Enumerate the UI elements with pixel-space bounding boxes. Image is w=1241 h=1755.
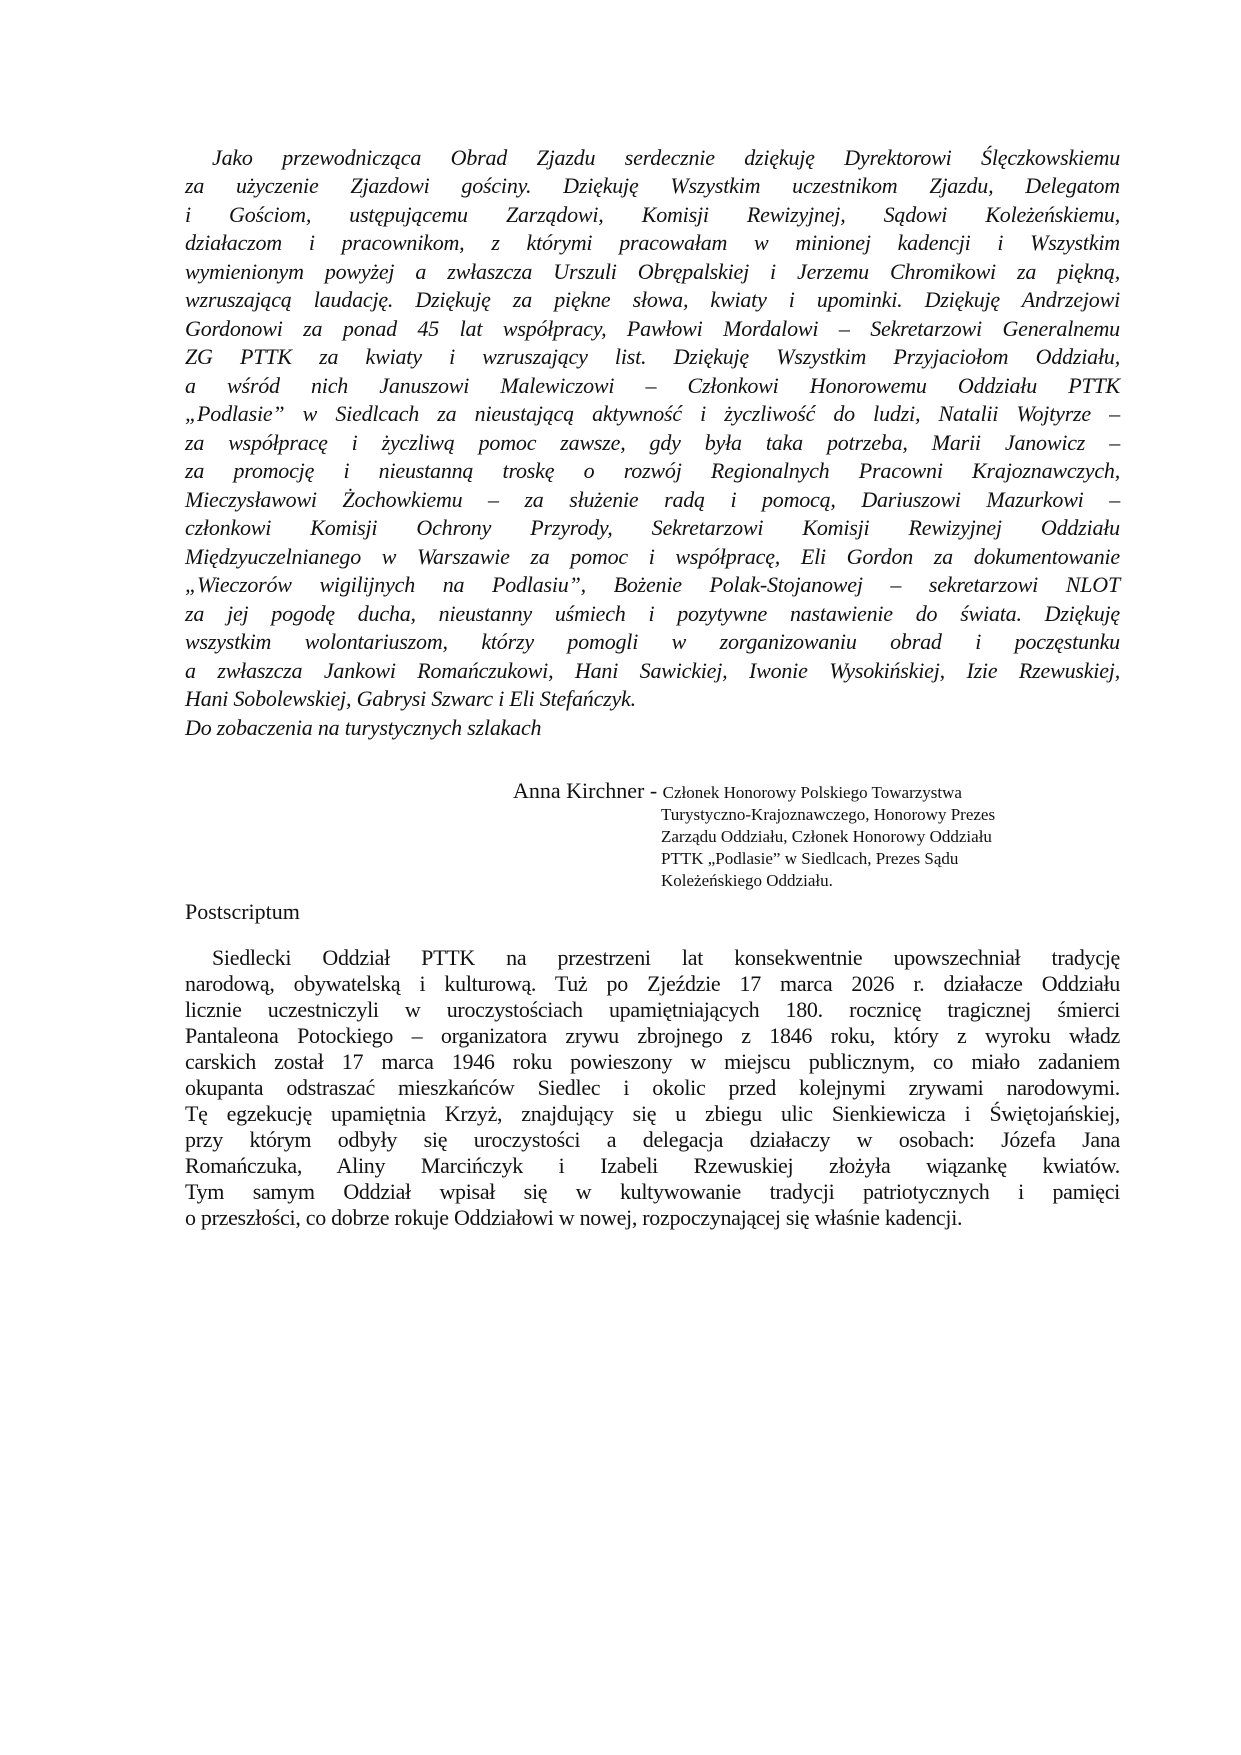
paragraph-line: a wśród nich Januszowi Malewiczowi – Członkowi Honorowemu Oddziału PTTK (185, 373, 1120, 398)
paragraph-line: o przeszłości, co dobrze rokuje Oddziałowi w nowej, rozpoczynającej się właśnie kadencji. (185, 1205, 963, 1230)
paragraph-line: za współpracę i życzliwą pomoc zawsze, gdy była taka potrzeba, Marii Janowicz – (185, 430, 1120, 455)
paragraph-line: Siedlecki Oddział PTTK na przestrzeni lat konsekwentnie upowszechniał tradycję (212, 945, 1120, 970)
signature (513, 778, 962, 804)
paragraph-line: a zwłaszcza Jankowi Romańczukowi, Hani Sawickiej, Iwonie Wysokińskiej, Izie Rzewuskiej, (185, 658, 1120, 683)
paragraph-line: Pantaleona Potockiego – organizatora zrywu zbrojnego z 1846 roku, który z wyroku władz (185, 1023, 1120, 1048)
signature-name: Anna Kirchner - (513, 778, 663, 803)
paragraph-line: Tym samym Oddział wpisał się w kultywowanie tradycji patriotycznych i pamięci (185, 1179, 1120, 1204)
paragraph-line: narodową, obywatelską i kulturową. Tuż po Zjeździe 17 marca 2026 r. działacze Oddziału (185, 971, 1120, 996)
signature-title-line: Turystyczno-Krajoznawczego, Honorowy Prezes (661, 805, 996, 824)
paragraph-line: przy którym odbyły się uroczystości a delegacja działaczy w osobach: Józefa Jana (185, 1127, 1120, 1152)
postscript-heading: Postscriptum (185, 899, 300, 924)
paragraph-line: okupanta odstraszać mieszkańców Siedlec i okolic przed kolejnymi zrywami narodowymi. (185, 1075, 1120, 1100)
paragraph-line: Gordonowi za ponad 45 lat współpracy, Pawłowi Mordalowi – Sekretarzowi Generalnemu (185, 316, 1120, 341)
farewell-line: Do zobaczenia na turystycznych szlakach (185, 715, 542, 740)
paragraph-line: za promocję i nieustanną troskę o rozwój Regionalnych Pracowni Krajoznawczych, (185, 458, 1120, 483)
paragraph-line: wymienionym powyżej a zwłaszcza Urszuli Obrępalskiej i Jerzemu Chromikowi za piękną, (185, 259, 1120, 284)
signature-title-line: Koleżeńskiego Oddziału. (661, 871, 833, 890)
paragraph-line: Jako przewodnicząca Obrad Zjazdu serdecznie dziękuję Dyrektorowi Ślęczkowskiemu (212, 145, 1120, 170)
paragraph-line: Tę egzekucję upamiętnia Krzyż, znajdujący się u zbiegu ulic Sienkiewicza i Świętojańskiej, (185, 1101, 1120, 1126)
paragraph-line: „Podlasie” w Siedlcach za nieustającą aktywność i życzliwość do ludzi, Natalii Wojtyrze – (185, 401, 1120, 426)
paragraph-line: „Wieczorów wigilijnych na Podlasiu”, Bożenie Polak-Stojanowej – sekretarzowi NLOT (185, 572, 1120, 597)
signature-title-line: Członek Honorowy Polskiego Towarzystwa (662, 783, 962, 802)
paragraph-line: Romańczuka, Aliny Marcińczyk i Izabeli Rzewuskiej złożyła wiązankę kwiatów. (185, 1153, 1120, 1178)
paragraph-line: Hani Sobolewskiej, Gabrysi Szwarc i Eli Stefańczyk. (185, 686, 636, 711)
signature-title-line: Zarządu Oddziału, Członek Honorowy Oddziału (661, 827, 992, 846)
paragraph-line: wszystkim wolontariuszom, którzy pomogli w zorganizowaniu obrad i poczęstunku (185, 629, 1120, 654)
paragraph-line: członkowi Komisji Ochrony Przyrody, Sekretarzowi Komisji Rewizyjnej Oddziału (185, 515, 1120, 540)
paragraph-line: licznie uczestniczyli w uroczystościach upamiętniających 180. rocznicę tragicznej śmierci (185, 997, 1120, 1022)
paragraph-line: działaczom i pracownikom, z którymi pracowałam w minionej kadencji i Wszystkim (185, 230, 1120, 255)
paragraph-line: wzruszającą laudację. Dziękuję za piękne słowa, kwiaty i upominki. Dziękuję Andrzejowi (185, 287, 1120, 312)
paragraph-line: Międzyuczelnianego w Warszawie za pomoc i współpracę, Eli Gordon za dokumentowanie (185, 544, 1120, 569)
paragraph-line: ZG PTTK za kwiaty i wzruszający list. Dziękuję Wszystkim Przyjaciołom Oddziału, (185, 344, 1120, 369)
paragraph-line: za jej pogodę ducha, nieustanny uśmiech i pozytywne nastawienie do świata. Dziękuję (185, 601, 1120, 626)
paragraph-line: Mieczysławowi Żochowkiemu – za służenie radą i pomocą, Dariuszowi Mazurkowi – (185, 487, 1120, 512)
signature-title-line: PTTK „Podlasie” w Siedlcach, Prezes Sądu (661, 849, 959, 868)
paragraph-line: za użyczenie Zjazdowi gościny. Dziękuję Wszystkim uczestnikom Zjazdu, Delegatom (185, 173, 1120, 198)
paragraph-line: carskich został 17 marca 1946 roku powieszony w miejscu publicznym, co miało zadaniem (185, 1049, 1120, 1074)
paragraph-line: i Gościom, ustępującemu Zarządowi, Komisji Rewizyjnej, Sądowi Koleżeńskiemu, (185, 202, 1120, 227)
